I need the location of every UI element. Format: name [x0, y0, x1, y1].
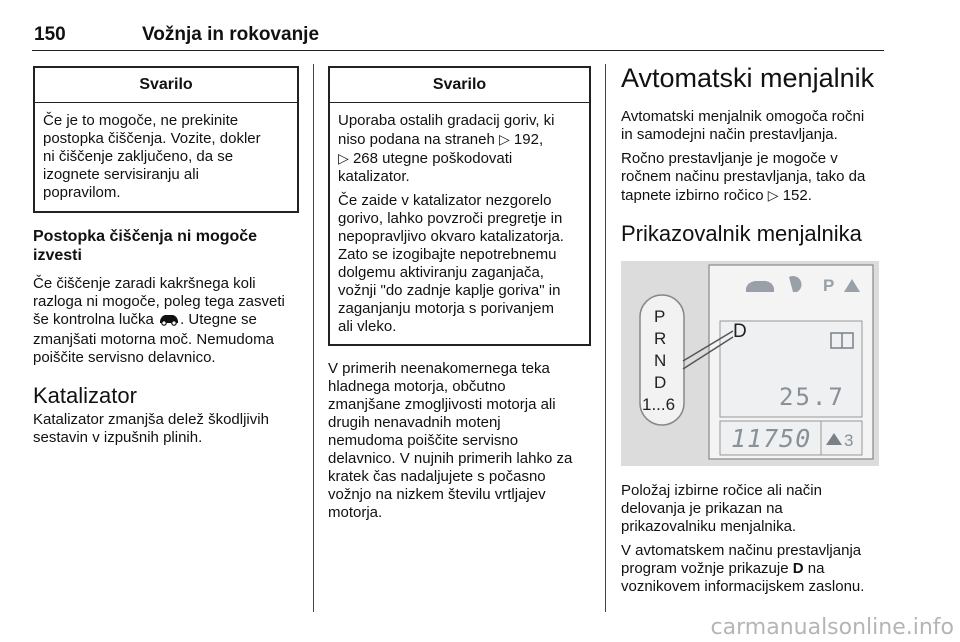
- text-line: delovanja je prikazan na: [621, 500, 783, 517]
- selector-letter: N: [654, 351, 667, 370]
- text-span: D: [792, 560, 804, 577]
- column-2: [328, 66, 591, 522]
- paragraph: [33, 411, 299, 447]
- odometer-readout: 11750: [731, 424, 812, 453]
- warning-body: [330, 103, 589, 344]
- warning-body: [35, 103, 297, 211]
- reference-triangle-icon: ▷: [338, 150, 349, 166]
- column-3: [621, 62, 889, 596]
- display-gear: D: [733, 321, 747, 342]
- text-line: Položaj izbirne ročice ali način: [621, 482, 822, 499]
- text-line: ali vleko.: [338, 318, 397, 335]
- text-line: [338, 130, 581, 149]
- page-reference[interactable]: 152.: [782, 187, 812, 204]
- transmission-display-figure: [621, 261, 879, 466]
- gear-number: 3: [844, 431, 854, 450]
- text-line: Uporaba ostalih gradacij goriv, ki: [338, 112, 555, 129]
- text-line: Če zaide v katalizator nezgorelo: [338, 192, 552, 209]
- subsection-title: Prikazovalnik menjalnika: [621, 221, 862, 246]
- warning-title: Svarilo: [330, 68, 589, 103]
- text-line: zmanjšati motorna moč. Nemudoma: [33, 331, 274, 348]
- warning-box: [33, 66, 299, 213]
- text-line: Če čiščenje zaradi kakršnega koli: [33, 275, 256, 292]
- page-header: [32, 24, 884, 51]
- text-line: Katalizator zmanjša delež škodljivih: [33, 411, 269, 428]
- text-line: poiščite servisno delavnico.: [33, 349, 216, 366]
- text-line: zaganjanju motorja s porivanjem: [338, 300, 554, 317]
- column-divider: [313, 64, 314, 612]
- selector-letter: D: [654, 373, 667, 392]
- warning-line: postopka čiščenja. Vozite, dokler: [43, 130, 261, 147]
- text-span: na: [807, 560, 825, 577]
- paragraph: [621, 482, 889, 536]
- text-line: motorja.: [328, 504, 383, 521]
- paragraph: [621, 108, 889, 144]
- reference-triangle-icon: ▷: [498, 131, 510, 147]
- paragraph: [621, 542, 889, 596]
- heading-line: izvesti: [33, 247, 82, 264]
- text-line: [621, 186, 889, 205]
- text-line: katalizator.: [338, 168, 410, 185]
- page-number: 150: [34, 24, 66, 45]
- paragraph: [621, 150, 889, 205]
- text-line: prikazovalniku menjalnika.: [621, 518, 797, 535]
- text-span: program vožnje prikazuje: [621, 560, 789, 577]
- text-line: [338, 149, 581, 168]
- warning-box: [328, 66, 591, 346]
- reference-triangle-icon: ▷: [767, 187, 779, 203]
- text-line: V primerih neenakomernega teka: [328, 360, 550, 377]
- text-line: kratek čas nadaljujete s počasno: [328, 468, 546, 485]
- warning-paragraph: [338, 112, 581, 186]
- text-line: nemudoma poiščite servisno: [328, 432, 519, 449]
- section-heading: [33, 227, 299, 265]
- selector-letter: 1...6: [642, 395, 676, 414]
- section-title: Katalizator: [33, 383, 137, 408]
- text-line: vožnji "do zadnje kaplje goriva" in: [338, 282, 561, 299]
- column-1: [33, 66, 299, 447]
- text-span: . Utegne se: [180, 311, 257, 328]
- text-line: hladnega motorja, občutno: [328, 378, 506, 395]
- text-line: voznikovem informacijskem zaslonu.: [621, 578, 865, 595]
- text-line: vožnjo na nizkem številu vrtljajev: [328, 486, 546, 503]
- pw-label: P: [823, 276, 835, 295]
- text-line: [33, 311, 308, 331]
- text-line: zmanjšane zmogljivosti motorja ali: [328, 396, 556, 413]
- warning-line: popravilom.: [43, 184, 121, 201]
- page-reference[interactable]: 192,: [513, 131, 544, 148]
- selector-letter: P: [654, 307, 666, 326]
- text-line: in samodejni način prestavljanja.: [621, 126, 838, 143]
- text-line: Avtomatski menjalnik omogoča ročni: [621, 108, 865, 125]
- warning-title: Svarilo: [35, 68, 297, 103]
- column-divider: [605, 64, 606, 612]
- warning-line: ni čiščenje zaključeno, da se: [43, 148, 234, 165]
- watermark: carmanualsonline.info: [710, 615, 954, 640]
- text-line: gorivo, lahko povzroči pregretje in: [338, 210, 563, 227]
- warning-line: Če je to mogoče, ne prekinite: [43, 112, 239, 129]
- text-line: Zato se izogibajte nepotrebnemu: [338, 246, 557, 263]
- text-line: V avtomatskem načinu prestavljanja: [621, 542, 862, 559]
- car-lamp-icon: [158, 312, 180, 331]
- text-line: nepopravljivo okvaro katalizatorja.: [338, 228, 564, 245]
- text-line: delavnico. V nujnih primerih lahko za: [328, 450, 573, 467]
- text-line: ročnem načinu prestavljanja, tako da: [621, 168, 866, 185]
- page-reference[interactable]: 268 utegne poškodovati: [352, 150, 513, 167]
- text-span: še kontrolna lučka: [33, 311, 154, 328]
- text-line: razloga ni mogoče, poleg tega zasveti: [33, 293, 285, 310]
- warning-paragraph: [338, 192, 581, 336]
- heading-line: Postopka čiščenja ni mogoče: [33, 228, 258, 245]
- text-span: niso podana na straneh: [338, 131, 495, 148]
- selector-letter: R: [654, 329, 667, 348]
- text-line: dolgemu aktiviranju zaganjača,: [338, 264, 544, 281]
- text-line: sestavin v izpušnih plinih.: [33, 429, 203, 446]
- temperature-readout: 25.7: [779, 383, 845, 411]
- warning-line: izognete servisiranju ali: [43, 166, 199, 183]
- text-span: tapnete izbirno ročico: [621, 187, 764, 204]
- text-line: drugih nenavadnih motenj: [328, 414, 501, 431]
- paragraph: [33, 275, 308, 367]
- paragraph: [328, 360, 603, 522]
- text-line: Ročno prestavljanje je mogoče v: [621, 150, 838, 167]
- page-title: Vožnja in rokovanje: [142, 24, 320, 45]
- text-line: [621, 560, 889, 578]
- section-title: Avtomatski menjalnik: [621, 63, 875, 93]
